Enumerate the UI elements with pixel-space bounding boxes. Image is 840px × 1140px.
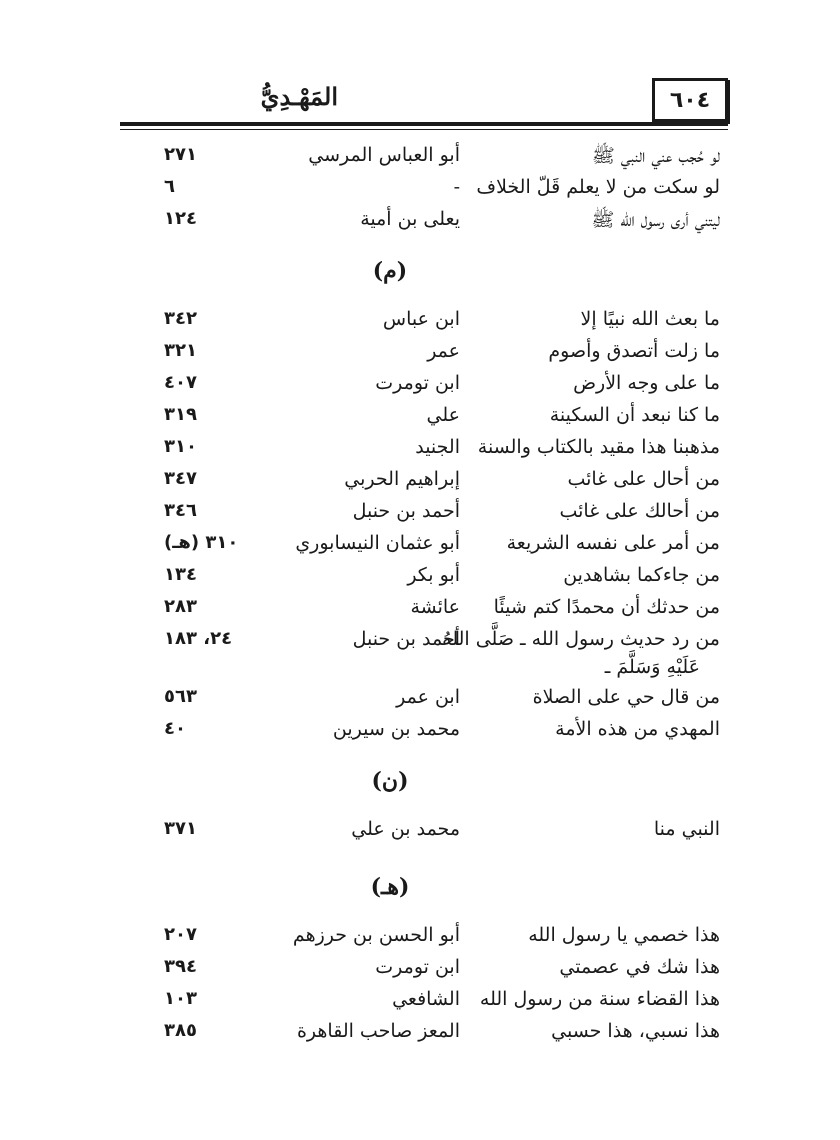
entry-narrator: يعلى بن أمية	[360, 208, 460, 230]
entry-phrase: من رد حديث رسول الله ـ صَلَّى اللهُ	[442, 628, 720, 650]
entry-phrase: ما بعث الله نبيًا إلا	[580, 308, 720, 330]
entry-phrase: ما زلت أتصدق وأصوم	[548, 340, 720, 362]
index-entry	[164, 368, 740, 400]
index-entry	[164, 464, 740, 496]
index-entry	[164, 952, 740, 984]
entry-phrase: مذهبنا هذا مقيد بالكتاب والسنة	[477, 436, 720, 458]
header-rule-thick	[120, 122, 728, 126]
entry-narrator: محمد بن سيرين	[332, 718, 460, 740]
entry-page-numbers: ٢٠٧	[164, 924, 197, 945]
index-entry	[164, 714, 740, 746]
entry-narrator: محمد بن علي	[351, 818, 460, 840]
page-number: ٦٠٤	[652, 78, 728, 122]
entry-narrator: أبو الحسن بن حرزهم	[292, 924, 460, 946]
entry-page-numbers: ٣٢١	[164, 340, 197, 361]
entry-narrator: الجنيد	[415, 436, 460, 458]
entry-page-numbers: ٥٦٣	[164, 686, 197, 707]
entry-page-numbers: ٣١٠	[164, 436, 197, 457]
entry-page-numbers: ٤٠	[164, 718, 186, 739]
entry-phrase: هذا نسبي، هذا حسبي	[551, 1020, 720, 1042]
index-entry	[164, 624, 740, 682]
entry-narrator: أحمد بن حنبل	[352, 628, 460, 650]
entry-narrator: عمر	[427, 340, 460, 362]
index-entry	[164, 814, 740, 852]
entry-narrator: أبو بكر	[407, 564, 460, 586]
index-entry	[164, 304, 740, 336]
entry-phrase: لو سكت من لا يعلم قَلّ الخلاف	[476, 176, 720, 198]
entry-narrator: ابن عباس	[382, 308, 460, 330]
entry-page-numbers: ٢٧١	[164, 144, 197, 165]
entry-narrator: عائشة	[410, 596, 460, 618]
entry-page-numbers: ٦	[164, 176, 175, 197]
index-entry	[164, 560, 740, 592]
entry-page-numbers: ٣٤٧	[164, 468, 197, 489]
entry-narrator: ابن عمر	[396, 686, 460, 708]
index-entry	[164, 984, 740, 1016]
entry-page-numbers: ٢٨٣	[164, 596, 197, 617]
index-entry	[164, 336, 740, 368]
entry-narrator: أبو العباس المرسي	[308, 144, 460, 166]
section-letter: (هـ)	[370, 874, 410, 900]
entry-page-numbers: ٣٩٤	[164, 956, 197, 977]
entry-narrator: أبو عثمان النيسابوري	[295, 532, 460, 554]
index-entry	[164, 400, 740, 432]
entry-page-numbers: ٣٤٦	[164, 500, 197, 521]
entry-phrase: هذا القضاء سنة من رسول الله	[479, 988, 720, 1010]
entry-narrator: إبراهيم الحربي	[344, 468, 460, 490]
entry-narrator: المعز صاحب القاهرة	[296, 1020, 460, 1042]
entry-page-numbers: ٢٤، ١٨٣	[164, 628, 233, 649]
entry-phrase: من أحالك على غائب	[559, 500, 720, 522]
index-entry	[164, 1016, 740, 1048]
entry-phrase: من قال حي على الصلاة	[532, 686, 720, 708]
entry-narrator: علي	[426, 404, 460, 426]
entry-phrase: لو حُجب عني النبي ﷺ	[591, 145, 720, 167]
index-entry	[164, 204, 740, 236]
index-entry	[164, 592, 740, 624]
entry-phrase: النبي منا	[653, 818, 720, 840]
index-entry	[164, 528, 740, 560]
section-letter: (ن)	[371, 768, 409, 794]
entry-page-numbers: ٣١٠ (هـ)	[164, 532, 239, 553]
index-entry	[164, 140, 740, 172]
entry-narrator: -	[453, 176, 460, 198]
entry-phrase: ما كنا نبعد أن السكينة	[549, 404, 720, 426]
header-rule-thin	[120, 129, 728, 130]
entry-phrase: المهدي من هذه الأمة	[555, 718, 720, 740]
index-entry	[164, 682, 740, 714]
page-header	[120, 78, 728, 118]
index-entry	[164, 432, 740, 464]
entry-phrase: من حدثك أن محمدًا كتم شيئًا	[493, 596, 720, 618]
index-entry	[164, 172, 740, 204]
entry-narrator: ابن تومرت	[375, 956, 460, 978]
entry-narrator: ابن تومرت	[375, 372, 460, 394]
entry-phrase: هذا خصمي يا رسول الله	[528, 924, 720, 946]
running-title: المَهْـدِيُّ	[260, 82, 338, 111]
section-letter: (م)	[372, 258, 408, 284]
entry-narrator: أحمد بن حنبل	[352, 500, 460, 522]
entry-phrase: ما على وجه الأرض	[573, 372, 720, 394]
entry-phrase: من أحال على غائب	[567, 468, 720, 490]
entry-page-numbers: ١٢٤	[164, 208, 197, 229]
quotation-index	[164, 140, 740, 1048]
entry-page-numbers: ٣٧١	[164, 818, 197, 839]
index-entry	[164, 496, 740, 528]
entry-phrase-continuation: عَلَيْهِ وَسَلَّمَ ـ	[604, 656, 700, 678]
index-entry	[164, 920, 740, 952]
entry-narrator: الشافعي	[392, 988, 460, 1010]
entry-phrase: ليتني أرى رسول الله ﷺ	[591, 209, 720, 231]
entry-page-numbers: ٣٨٥	[164, 1020, 197, 1041]
entry-page-numbers: ١٣٤	[164, 564, 197, 585]
entry-page-numbers: ٣٤٢	[164, 308, 197, 329]
entry-page-numbers: ١٠٣	[164, 988, 197, 1009]
entry-phrase: هذا شك في عصمتي	[559, 956, 720, 978]
entry-page-numbers: ٤٠٧	[164, 372, 197, 393]
entry-page-numbers: ٣١٩	[164, 404, 197, 425]
entry-phrase: من أمر على نفسه الشريعة	[506, 532, 720, 554]
entry-phrase: من جاءكما بشاهدين	[563, 564, 720, 586]
